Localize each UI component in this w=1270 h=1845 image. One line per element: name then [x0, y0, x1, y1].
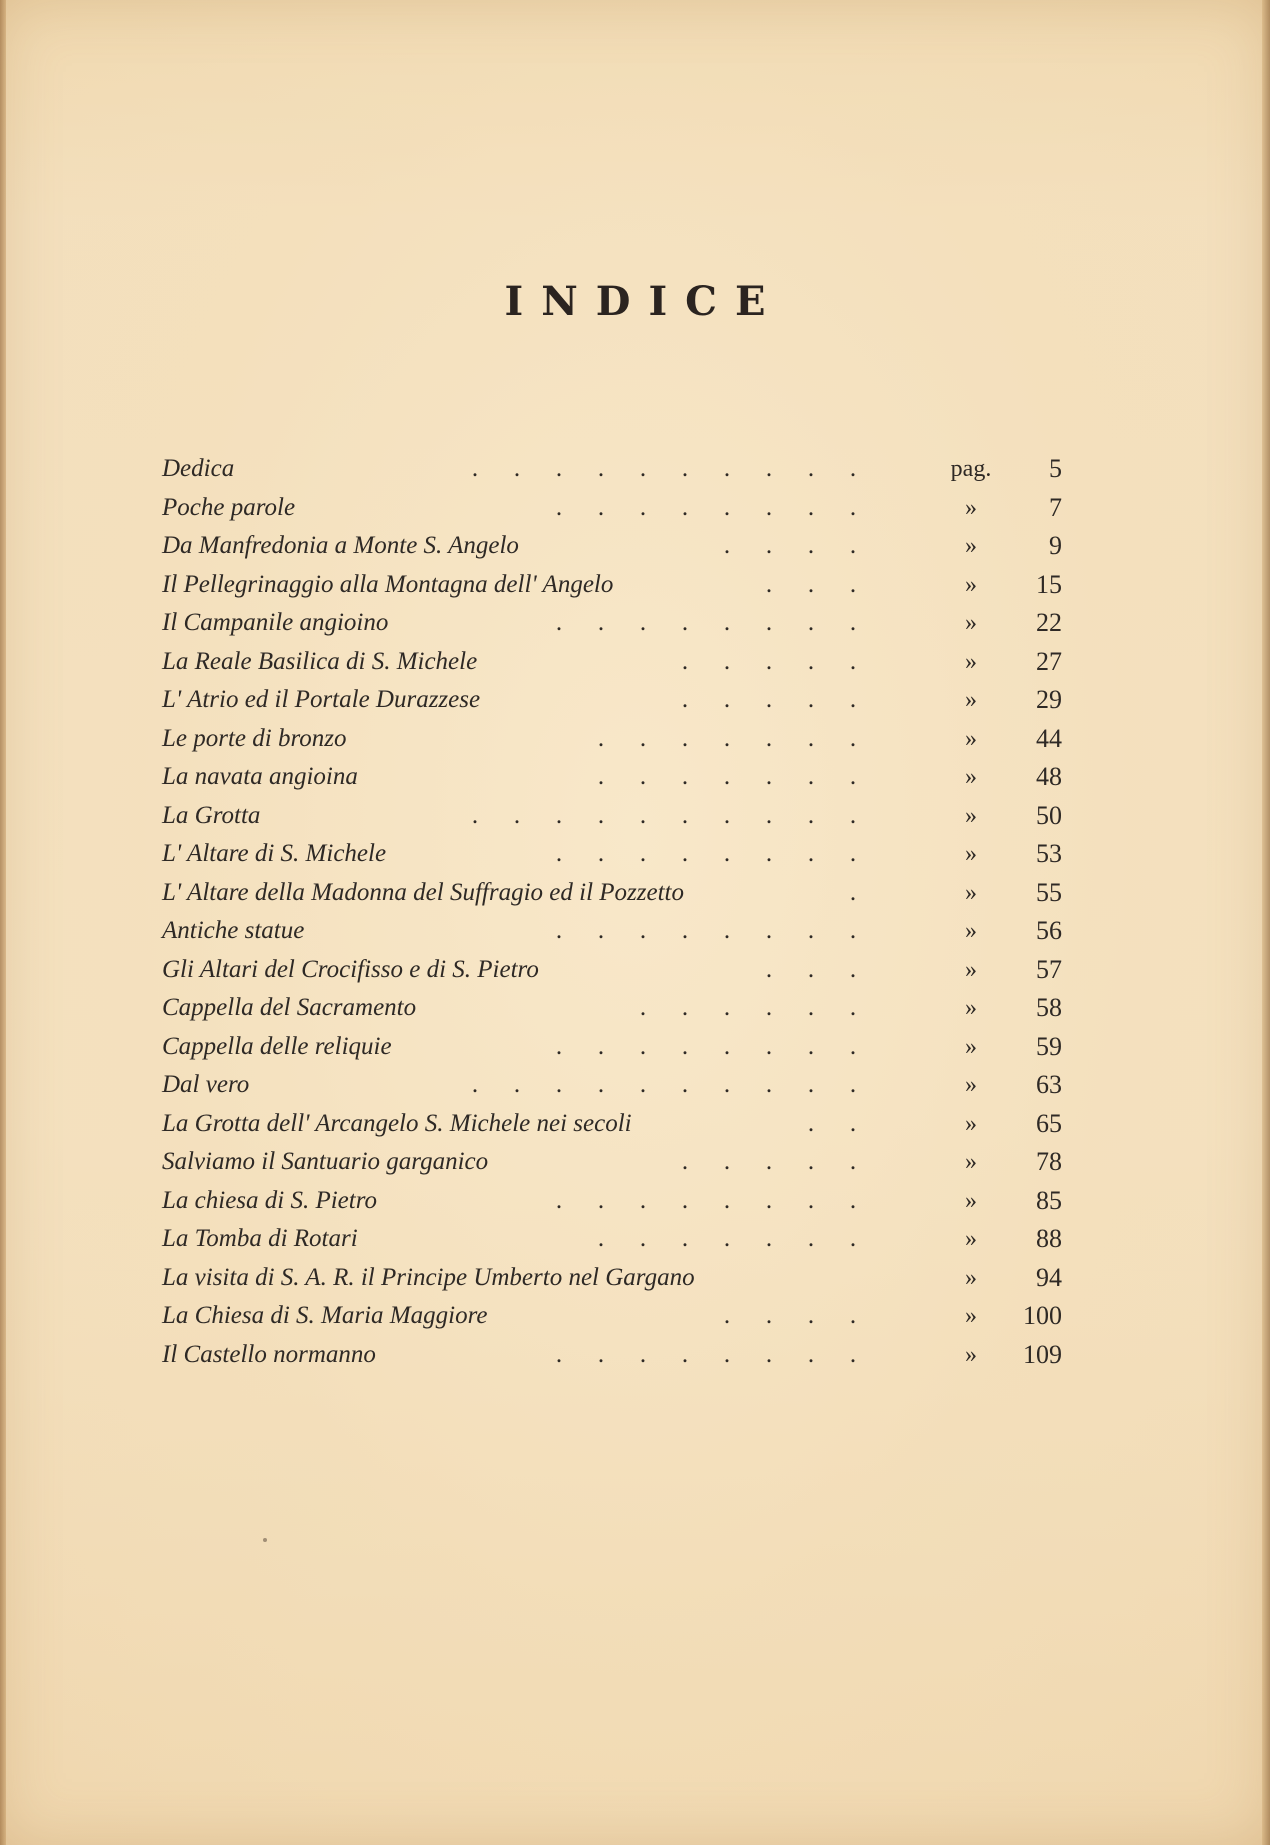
- ditto-mark: »: [965, 1226, 977, 1252]
- ditto-mark: »: [965, 1033, 977, 1060]
- toc-entry-title: Poche parole: [162, 493, 296, 521]
- ditto-mark: »: [965, 918, 977, 944]
- toc-entry-page-number: 88: [1036, 1224, 1062, 1253]
- leader-dots: . . . . . . . .: [555, 840, 857, 867]
- toc-entry-title: La Reale Basilica di S. Michele: [162, 647, 478, 675]
- toc-entry: [162, 604, 1062, 643]
- toc-entry: [162, 1066, 1062, 1105]
- ditto-mark: »: [965, 571, 977, 598]
- ditto-mark: »: [965, 841, 977, 867]
- toc-entry: [162, 1220, 1062, 1259]
- leader-dots: . . . . . . .: [597, 1225, 857, 1252]
- ditto-mark: »: [965, 687, 977, 713]
- ditto-mark: »: [965, 802, 977, 829]
- ditto-mark: »: [965, 1149, 977, 1175]
- toc-entry: [162, 1259, 1062, 1298]
- toc-entry-title: Dal vero: [162, 1071, 250, 1098]
- ditto-mark: »: [965, 1264, 977, 1291]
- leader-dots: . . .: [765, 955, 857, 983]
- paper-speck: [263, 1538, 267, 1542]
- toc-entry: [162, 951, 1062, 990]
- leader-dots: . . . . . . .: [597, 763, 857, 790]
- toc-entry: [162, 989, 1062, 1028]
- toc-entry: [162, 450, 1062, 489]
- toc-entry-title: Cappella delle reliquie: [162, 1032, 392, 1060]
- leader-dots: . . . . . .: [639, 994, 857, 1021]
- ditto-mark: »: [965, 1072, 977, 1098]
- toc-entry-title: L' Altare di S. Michele: [162, 840, 387, 867]
- leader-dots: . . . .: [723, 1302, 857, 1329]
- toc-entry: [162, 835, 1062, 874]
- toc-entry-page-number: 53: [1036, 839, 1062, 868]
- toc-entry-title: La visita di S. A. R. il Principe Umberto nel Gargano: [162, 1263, 695, 1291]
- toc-entry-page-number: 7: [1049, 492, 1062, 522]
- leader-dots: . . . . . . . .: [555, 1340, 857, 1368]
- ditto-mark: »: [965, 1303, 977, 1329]
- toc-entry-title: Cappella del Sacramento: [162, 994, 417, 1021]
- toc-entry-title: La Grotta: [162, 801, 261, 829]
- toc-entry-title: La chiesa di S. Pietro: [162, 1186, 378, 1214]
- ditto-mark: »: [965, 956, 977, 983]
- ditto-mark: »: [965, 533, 977, 559]
- toc-entry: [162, 643, 1062, 682]
- toc-entry-page-number: 58: [1036, 993, 1062, 1022]
- toc-entry: [162, 912, 1062, 951]
- toc-entry-title: Da Manfredonia a Monte S. Angelo: [162, 532, 519, 559]
- toc-entry-title: Il Pellegrinaggio alla Montagna dell' Angelo: [162, 570, 614, 598]
- ditto-mark: »: [965, 610, 977, 636]
- ditto-mark: »: [965, 1341, 977, 1368]
- page-right-edge: [1262, 0, 1270, 1845]
- toc-entry-page-number: 78: [1036, 1147, 1062, 1176]
- toc-entry-title: La Tomba di Rotari: [162, 1225, 358, 1252]
- toc-entry-page-number: 85: [1036, 1185, 1062, 1215]
- toc-entry-page-number: 59: [1036, 1031, 1062, 1061]
- toc-entry: [162, 874, 1062, 913]
- toc-entry-page-number: 65: [1036, 1108, 1062, 1138]
- leader-dots: . . . . . . . .: [555, 493, 857, 521]
- ditto-mark: »: [965, 725, 977, 752]
- toc-entry-page-number: 29: [1036, 685, 1062, 714]
- leader-dots: . . . .: [723, 532, 857, 559]
- toc-entry-title: L' Altare della Madonna del Suffragio ed il Pozzetto: [162, 878, 684, 906]
- ditto-mark: »: [965, 1187, 977, 1214]
- toc-entry-title: Antiche statue: [162, 917, 305, 944]
- toc-entry: [162, 797, 1062, 836]
- toc-entry: [162, 1105, 1062, 1144]
- toc-entry-page-number: 57: [1036, 954, 1062, 984]
- toc-entry-page-number: 100: [1023, 1301, 1062, 1330]
- toc-entry-page-number: 22: [1036, 608, 1062, 637]
- toc-entry-page-number: 44: [1036, 723, 1062, 753]
- page-title: INDICE: [504, 278, 784, 325]
- toc-entry-page-number: 15: [1036, 569, 1062, 599]
- toc-entry-page-number: 94: [1036, 1262, 1062, 1292]
- leader-dots: . . . . . . .: [597, 724, 857, 752]
- toc-entry-title: La navata angioina: [162, 763, 358, 790]
- ditto-mark: »: [965, 764, 977, 790]
- leader-dots: . . . . . . . .: [555, 609, 857, 636]
- page-label: pag.: [950, 456, 992, 482]
- toc-entry-page-number: 63: [1036, 1070, 1062, 1099]
- ditto-mark: »: [965, 648, 977, 675]
- ditto-mark: »: [965, 494, 977, 521]
- leader-dots: . . . . .: [681, 1148, 857, 1175]
- leader-dots: . . . . .: [681, 686, 857, 713]
- toc-entry-page-number: 48: [1036, 762, 1062, 791]
- toc-entry-page-number: 56: [1036, 916, 1062, 945]
- leader-dots: . . .: [765, 570, 857, 598]
- toc-entry-title: Il Campanile angioino: [162, 609, 389, 636]
- leader-dots: . . . . . . . .: [555, 917, 857, 944]
- leader-dots: . . . . . . . .: [555, 1186, 857, 1214]
- toc-entry-page-number: 55: [1036, 877, 1062, 907]
- leader-dots: . . . . . . . . . .: [471, 455, 857, 482]
- leader-dots: . .: [807, 1109, 857, 1137]
- toc-entry: [162, 1182, 1062, 1221]
- ditto-mark: »: [965, 879, 977, 906]
- ditto-mark: »: [965, 995, 977, 1021]
- toc-entry-page-number: 5: [1049, 454, 1062, 483]
- toc-entry: [162, 1143, 1062, 1182]
- toc-entry: [162, 758, 1062, 797]
- leader-dots: . . . . . . . . . .: [471, 801, 857, 829]
- ditto-mark: »: [965, 1110, 977, 1137]
- toc-entry-page-number: 9: [1049, 531, 1062, 560]
- toc-entry: [162, 1028, 1062, 1067]
- toc-entry: [162, 527, 1062, 566]
- leader-dots: .: [849, 878, 857, 906]
- leader-dots: . . . . .: [681, 647, 857, 675]
- table-of-contents: [162, 450, 1062, 1374]
- toc-entry-title: La Chiesa di S. Maria Maggiore: [162, 1302, 488, 1329]
- toc-entry-page-number: 109: [1023, 1339, 1062, 1369]
- toc-entry: [162, 566, 1062, 605]
- page-left-edge: [0, 0, 6, 1845]
- toc-entry-title: Dedica: [162, 455, 235, 482]
- toc-entry-page-number: 27: [1036, 646, 1062, 676]
- toc-entry-title: Gli Altari del Crocifisso e di S. Pietro: [162, 955, 539, 983]
- leader-dots: . . . . . . . . . .: [471, 1071, 857, 1098]
- toc-entry: [162, 1297, 1062, 1336]
- toc-entry: [162, 720, 1062, 759]
- toc-entry-title: La Grotta dell' Arcangelo S. Michele nei secoli: [162, 1109, 632, 1137]
- leader-dots: . . . . . . . .: [555, 1032, 857, 1060]
- toc-entry-title: Salviamo il Santuario garganico: [162, 1148, 489, 1175]
- toc-entry-title: Il Castello normanno: [162, 1340, 376, 1368]
- toc-entry: [162, 489, 1062, 528]
- toc-entry-page-number: 50: [1036, 800, 1062, 830]
- toc-entry: [162, 1336, 1062, 1375]
- toc-entry-title: L' Atrio ed il Portale Durazzese: [162, 686, 481, 713]
- toc-entry: [162, 681, 1062, 720]
- toc-entry-title: Le porte di bronzo: [162, 724, 347, 752]
